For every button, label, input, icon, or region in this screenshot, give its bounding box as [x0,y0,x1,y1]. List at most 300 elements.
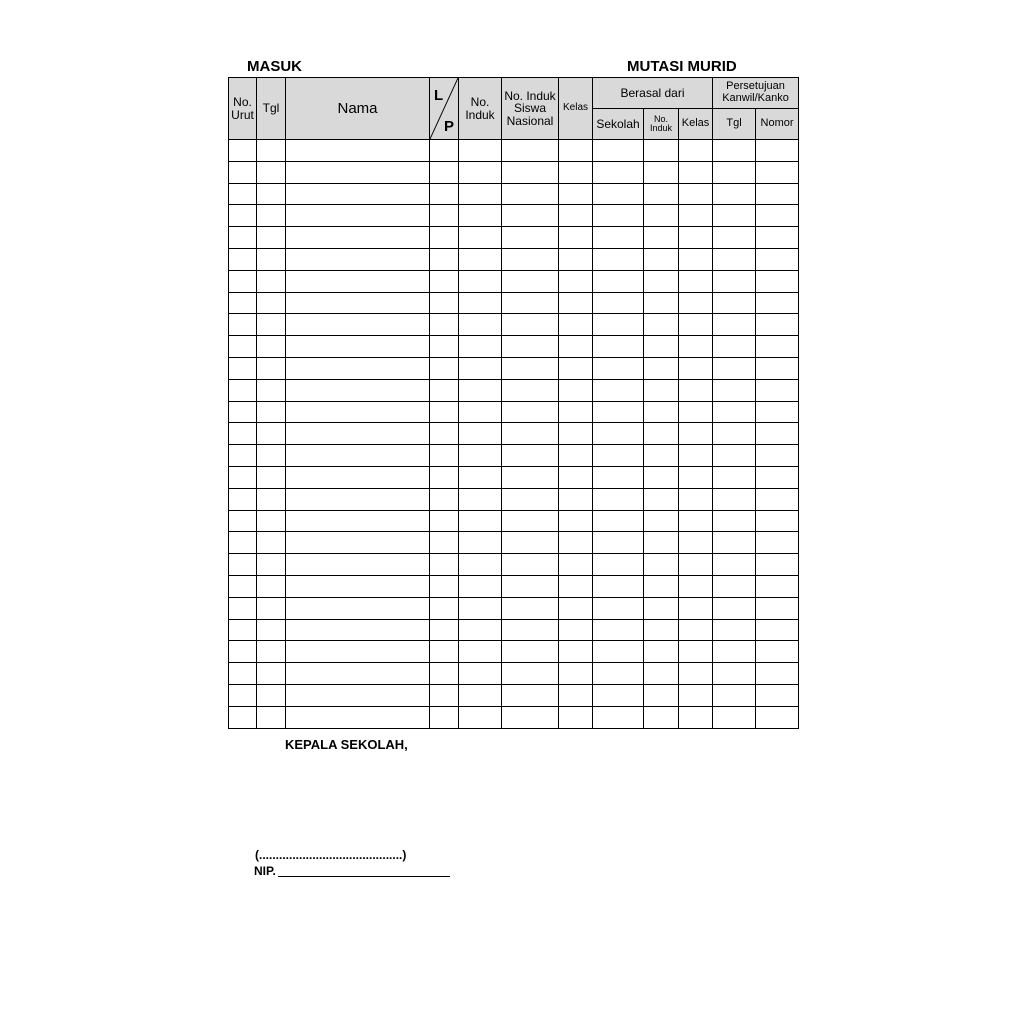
table-cell[interactable] [593,227,644,249]
table-cell[interactable] [257,575,286,597]
table-cell[interactable] [502,641,559,663]
table-cell[interactable] [229,597,257,619]
table-cell[interactable] [644,641,679,663]
table-cell[interactable] [713,575,756,597]
table-cell[interactable] [559,161,593,183]
table-cell[interactable] [286,357,430,379]
table-cell[interactable] [459,641,502,663]
table-cell[interactable] [593,357,644,379]
table-cell[interactable] [593,510,644,532]
table-cell[interactable] [430,314,459,336]
table-cell[interactable] [644,706,679,728]
table-cell[interactable] [430,270,459,292]
table-cell[interactable] [257,401,286,423]
table-cell[interactable] [559,554,593,576]
table-cell[interactable] [257,510,286,532]
table-cell[interactable] [679,401,713,423]
table-cell[interactable] [644,270,679,292]
table-cell[interactable] [756,140,799,162]
table-cell[interactable] [644,379,679,401]
table-cell[interactable] [286,575,430,597]
table-cell[interactable] [286,684,430,706]
table-cell[interactable] [257,554,286,576]
table-cell[interactable] [229,575,257,597]
table-cell[interactable] [459,488,502,510]
table-cell[interactable] [459,466,502,488]
table-cell[interactable] [559,641,593,663]
table-cell[interactable] [679,227,713,249]
table-cell[interactable] [257,183,286,205]
table-cell[interactable] [430,379,459,401]
table-cell[interactable] [756,532,799,554]
table-cell[interactable] [756,663,799,685]
table-cell[interactable] [286,336,430,358]
table-cell[interactable] [257,488,286,510]
table-cell[interactable] [559,336,593,358]
table-cell[interactable] [229,619,257,641]
table-cell[interactable] [593,161,644,183]
table-cell[interactable] [502,205,559,227]
table-cell[interactable] [257,205,286,227]
table-cell[interactable] [559,357,593,379]
table-cell[interactable] [257,641,286,663]
table-cell[interactable] [229,292,257,314]
table-cell[interactable] [229,554,257,576]
table-cell[interactable] [502,597,559,619]
table-cell[interactable] [430,161,459,183]
table-cell[interactable] [286,663,430,685]
table-cell[interactable] [502,336,559,358]
table-cell[interactable] [286,314,430,336]
table-cell[interactable] [430,401,459,423]
table-cell[interactable] [756,423,799,445]
table-cell[interactable] [593,336,644,358]
table-cell[interactable] [257,248,286,270]
table-cell[interactable] [644,357,679,379]
table-cell[interactable] [430,227,459,249]
table-cell[interactable] [713,554,756,576]
table-cell[interactable] [459,292,502,314]
table-cell[interactable] [459,597,502,619]
table-cell[interactable] [286,445,430,467]
table-cell[interactable] [229,445,257,467]
table-cell[interactable] [229,466,257,488]
table-cell[interactable] [644,423,679,445]
table-cell[interactable] [593,488,644,510]
table-cell[interactable] [713,227,756,249]
table-cell[interactable] [756,445,799,467]
table-cell[interactable] [257,270,286,292]
table-cell[interactable] [593,205,644,227]
table-cell[interactable] [430,292,459,314]
table-cell[interactable] [593,379,644,401]
table-cell[interactable] [459,314,502,336]
table-cell[interactable] [713,140,756,162]
table-cell[interactable] [502,510,559,532]
table-cell[interactable] [756,510,799,532]
table-cell[interactable] [713,619,756,641]
table-cell[interactable] [502,706,559,728]
table-cell[interactable] [430,663,459,685]
table-cell[interactable] [430,641,459,663]
table-cell[interactable] [286,554,430,576]
table-cell[interactable] [257,161,286,183]
table-cell[interactable] [756,183,799,205]
table-cell[interactable] [459,684,502,706]
table-cell[interactable] [257,532,286,554]
table-cell[interactable] [502,663,559,685]
table-cell[interactable] [593,706,644,728]
table-cell[interactable] [679,357,713,379]
table-cell[interactable] [257,445,286,467]
table-cell[interactable] [286,270,430,292]
table-cell[interactable] [756,466,799,488]
table-cell[interactable] [756,684,799,706]
table-cell[interactable] [679,466,713,488]
table-cell[interactable] [286,706,430,728]
table-cell[interactable] [229,140,257,162]
table-cell[interactable] [502,270,559,292]
table-cell[interactable] [430,248,459,270]
table-cell[interactable] [459,554,502,576]
table-cell[interactable] [459,401,502,423]
table-cell[interactable] [679,445,713,467]
table-cell[interactable] [644,488,679,510]
table-cell[interactable] [502,140,559,162]
table-cell[interactable] [229,248,257,270]
table-cell[interactable] [644,554,679,576]
table-cell[interactable] [502,488,559,510]
table-cell[interactable] [502,532,559,554]
table-cell[interactable] [502,401,559,423]
table-cell[interactable] [679,575,713,597]
table-cell[interactable] [286,466,430,488]
table-cell[interactable] [257,227,286,249]
table-cell[interactable] [679,183,713,205]
table-cell[interactable] [559,379,593,401]
table-cell[interactable] [430,575,459,597]
table-cell[interactable] [644,205,679,227]
table-cell[interactable] [679,597,713,619]
table-cell[interactable] [502,575,559,597]
table-cell[interactable] [679,510,713,532]
table-cell[interactable] [229,227,257,249]
table-cell[interactable] [502,684,559,706]
table-cell[interactable] [679,706,713,728]
table-cell[interactable] [559,619,593,641]
table-cell[interactable] [502,466,559,488]
table-cell[interactable] [559,445,593,467]
table-cell[interactable] [229,161,257,183]
table-cell[interactable] [593,466,644,488]
table-cell[interactable] [593,423,644,445]
table-cell[interactable] [430,684,459,706]
table-cell[interactable] [257,314,286,336]
table-cell[interactable] [679,248,713,270]
table-cell[interactable] [229,336,257,358]
table-cell[interactable] [559,227,593,249]
table-cell[interactable] [459,423,502,445]
table-cell[interactable] [559,684,593,706]
table-cell[interactable] [644,227,679,249]
table-cell[interactable] [459,248,502,270]
table-cell[interactable] [679,314,713,336]
table-cell[interactable] [713,379,756,401]
table-cell[interactable] [713,663,756,685]
table-cell[interactable] [713,248,756,270]
table-cell[interactable] [756,270,799,292]
table-cell[interactable] [756,248,799,270]
table-cell[interactable] [459,270,502,292]
table-cell[interactable] [459,227,502,249]
table-cell[interactable] [713,270,756,292]
table-cell[interactable] [756,314,799,336]
table-cell[interactable] [644,445,679,467]
table-cell[interactable] [679,554,713,576]
table-cell[interactable] [679,423,713,445]
table-cell[interactable] [756,357,799,379]
table-cell[interactable] [559,140,593,162]
table-cell[interactable] [430,336,459,358]
table-cell[interactable] [679,663,713,685]
table-cell[interactable] [679,641,713,663]
table-cell[interactable] [459,140,502,162]
table-cell[interactable] [286,183,430,205]
table-cell[interactable] [459,336,502,358]
table-cell[interactable] [257,663,286,685]
table-cell[interactable] [713,314,756,336]
table-cell[interactable] [559,706,593,728]
table-cell[interactable] [229,183,257,205]
table-cell[interactable] [713,706,756,728]
table-cell[interactable] [257,597,286,619]
table-cell[interactable] [713,532,756,554]
table-cell[interactable] [644,183,679,205]
table-cell[interactable] [257,619,286,641]
table-cell[interactable] [430,140,459,162]
table-cell[interactable] [229,401,257,423]
table-cell[interactable] [257,292,286,314]
table-cell[interactable] [502,161,559,183]
table-cell[interactable] [430,488,459,510]
table-cell[interactable] [593,575,644,597]
table-cell[interactable] [756,554,799,576]
table-cell[interactable] [559,532,593,554]
table-cell[interactable] [644,663,679,685]
table-cell[interactable] [257,423,286,445]
table-cell[interactable] [593,597,644,619]
table-cell[interactable] [713,183,756,205]
table-cell[interactable] [229,684,257,706]
table-cell[interactable] [286,379,430,401]
table-cell[interactable] [679,488,713,510]
table-cell[interactable] [679,336,713,358]
table-cell[interactable] [679,140,713,162]
table-cell[interactable] [459,510,502,532]
table-cell[interactable] [756,641,799,663]
table-cell[interactable] [559,597,593,619]
table-cell[interactable] [257,706,286,728]
table-cell[interactable] [257,379,286,401]
table-cell[interactable] [679,205,713,227]
table-cell[interactable] [459,357,502,379]
table-cell[interactable] [430,532,459,554]
table-cell[interactable] [644,401,679,423]
table-cell[interactable] [593,140,644,162]
table-cell[interactable] [286,140,430,162]
table-cell[interactable] [459,575,502,597]
table-cell[interactable] [286,292,430,314]
table-cell[interactable] [644,161,679,183]
table-cell[interactable] [459,183,502,205]
table-cell[interactable] [679,532,713,554]
table-cell[interactable] [756,227,799,249]
table-cell[interactable] [286,161,430,183]
table-cell[interactable] [229,205,257,227]
table-cell[interactable] [430,205,459,227]
table-cell[interactable] [593,663,644,685]
table-cell[interactable] [229,663,257,685]
table-cell[interactable] [502,248,559,270]
table-cell[interactable] [286,205,430,227]
table-cell[interactable] [644,684,679,706]
table-cell[interactable] [713,205,756,227]
table-cell[interactable] [502,314,559,336]
table-cell[interactable] [229,379,257,401]
table-cell[interactable] [459,161,502,183]
table-cell[interactable] [713,597,756,619]
table-cell[interactable] [756,706,799,728]
table-cell[interactable] [593,684,644,706]
table-cell[interactable] [286,488,430,510]
table-cell[interactable] [286,401,430,423]
table-cell[interactable] [713,401,756,423]
table-cell[interactable] [257,140,286,162]
table-cell[interactable] [430,183,459,205]
table-cell[interactable] [430,619,459,641]
table-cell[interactable] [644,336,679,358]
table-cell[interactable] [286,532,430,554]
table-cell[interactable] [430,357,459,379]
table-cell[interactable] [593,270,644,292]
table-cell[interactable] [756,575,799,597]
table-cell[interactable] [229,488,257,510]
table-cell[interactable] [286,423,430,445]
table-cell[interactable] [756,161,799,183]
table-cell[interactable] [644,532,679,554]
table-cell[interactable] [593,619,644,641]
table-cell[interactable] [559,466,593,488]
table-cell[interactable] [286,619,430,641]
table-cell[interactable] [593,248,644,270]
table-cell[interactable] [713,292,756,314]
table-cell[interactable] [257,684,286,706]
table-cell[interactable] [559,575,593,597]
table-cell[interactable] [257,336,286,358]
table-cell[interactable] [229,314,257,336]
table-cell[interactable] [756,619,799,641]
table-cell[interactable] [593,554,644,576]
table-cell[interactable] [713,684,756,706]
table-cell[interactable] [756,205,799,227]
table-cell[interactable] [559,183,593,205]
table-cell[interactable] [286,227,430,249]
table-cell[interactable] [644,510,679,532]
table-cell[interactable] [229,423,257,445]
table-cell[interactable] [644,575,679,597]
table-cell[interactable] [679,379,713,401]
table-cell[interactable] [644,314,679,336]
table-cell[interactable] [644,248,679,270]
table-cell[interactable] [559,423,593,445]
table-cell[interactable] [430,706,459,728]
table-cell[interactable] [229,532,257,554]
table-cell[interactable] [502,423,559,445]
table-cell[interactable] [459,445,502,467]
table-cell[interactable] [644,597,679,619]
table-cell[interactable] [593,292,644,314]
table-cell[interactable] [593,532,644,554]
table-cell[interactable] [593,401,644,423]
table-cell[interactable] [559,401,593,423]
table-cell[interactable] [502,183,559,205]
table-cell[interactable] [459,706,502,728]
table-cell[interactable] [286,248,430,270]
table-cell[interactable] [644,466,679,488]
table-cell[interactable] [713,466,756,488]
table-cell[interactable] [679,684,713,706]
table-cell[interactable] [286,597,430,619]
table-cell[interactable] [559,205,593,227]
table-cell[interactable] [502,292,559,314]
table-cell[interactable] [713,336,756,358]
table-cell[interactable] [229,706,257,728]
table-cell[interactable] [756,336,799,358]
table-cell[interactable] [559,510,593,532]
table-cell[interactable] [430,423,459,445]
table-cell[interactable] [459,379,502,401]
table-cell[interactable] [502,379,559,401]
table-cell[interactable] [593,314,644,336]
table-cell[interactable] [559,292,593,314]
table-cell[interactable] [502,357,559,379]
table-cell[interactable] [286,641,430,663]
table-cell[interactable] [229,357,257,379]
table-cell[interactable] [430,554,459,576]
table-cell[interactable] [756,488,799,510]
table-cell[interactable] [430,445,459,467]
table-cell[interactable] [593,183,644,205]
table-cell[interactable] [559,314,593,336]
table-cell[interactable] [502,619,559,641]
table-cell[interactable] [559,270,593,292]
table-cell[interactable] [286,510,430,532]
table-cell[interactable] [257,466,286,488]
table-cell[interactable] [430,510,459,532]
table-cell[interactable] [229,510,257,532]
table-cell[interactable] [459,532,502,554]
table-cell[interactable] [756,292,799,314]
table-cell[interactable] [756,379,799,401]
table-cell[interactable] [502,227,559,249]
table-cell[interactable] [229,270,257,292]
table-cell[interactable] [257,357,286,379]
table-cell[interactable] [756,597,799,619]
table-cell[interactable] [713,488,756,510]
table-cell[interactable] [593,641,644,663]
table-cell[interactable] [559,663,593,685]
table-cell[interactable] [502,445,559,467]
